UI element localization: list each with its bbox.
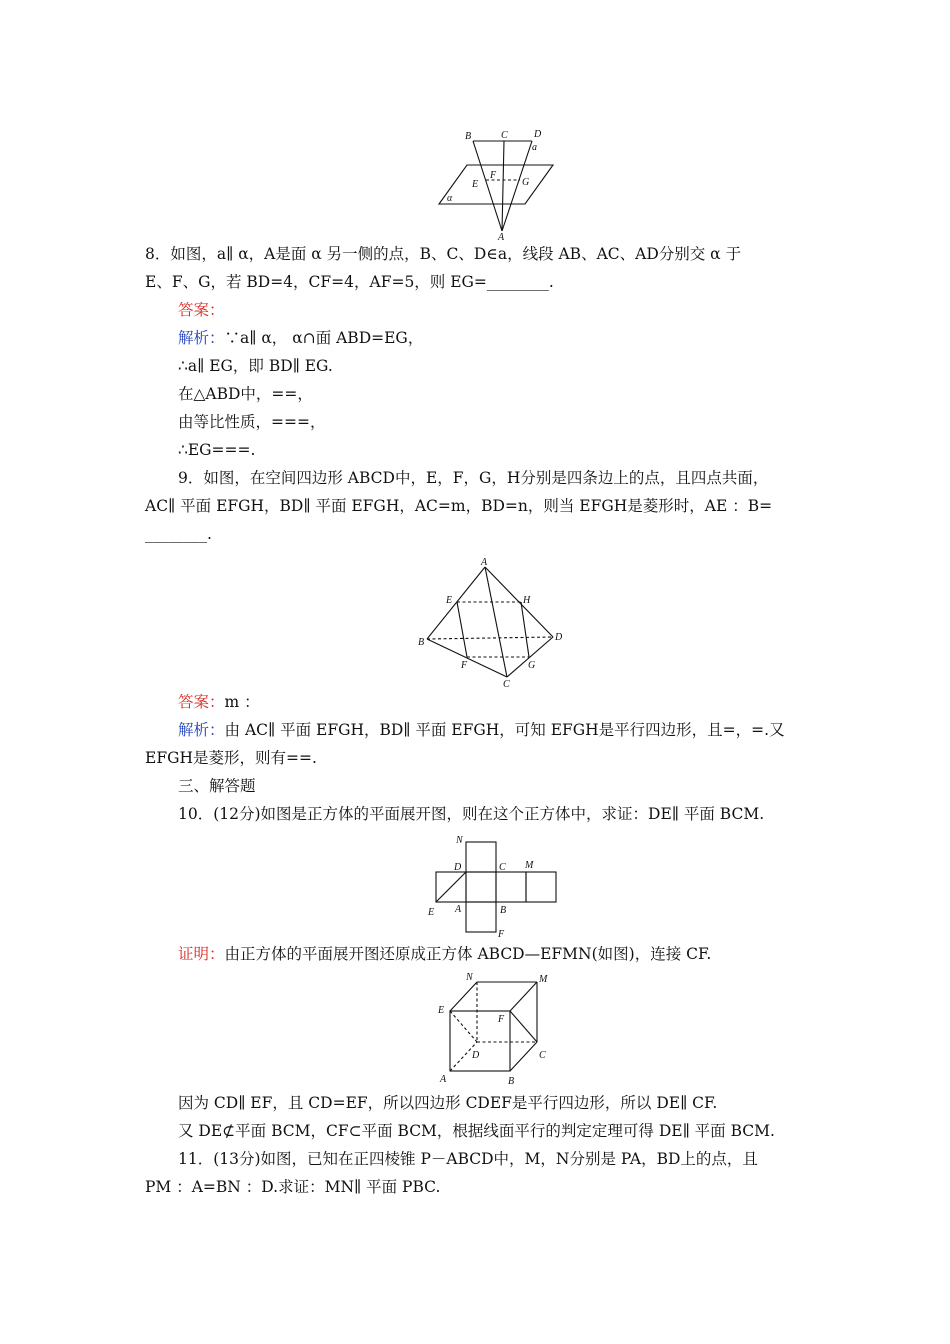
q8-analysis5: ∴EG===. bbox=[178, 441, 256, 459]
q9-analysis1: 由 AC∥ 平面 EFGH，BD∥ 平面 EFGH，可知 EFGH是平行四边形，且=，=.又 bbox=[224, 721, 785, 739]
label-alpha: α bbox=[447, 193, 453, 204]
label-G: G bbox=[528, 660, 536, 671]
label-C: C bbox=[499, 862, 506, 873]
label-M: M bbox=[539, 974, 548, 985]
q8-analysis4: 由等比性质，===， bbox=[178, 413, 326, 431]
q10-proof1: 由正方体的平面展开图还原成正方体 ABCD—EFMN(如图)，连接 CF. bbox=[224, 945, 712, 963]
label-M: M bbox=[525, 860, 534, 871]
q9-line1: 9．如图，在空间四边形 ABCD中，E，F，G，H分别是四条边上的点，且四点共面， bbox=[178, 469, 769, 487]
label-C: C bbox=[501, 130, 508, 141]
q10-proof-label: 证明： bbox=[178, 945, 225, 963]
label-B: B bbox=[418, 637, 425, 648]
label-N: N bbox=[466, 972, 473, 983]
label-A: A bbox=[455, 904, 462, 915]
label-D: D bbox=[534, 129, 542, 140]
section-3-heading: 三、解答题 bbox=[178, 777, 256, 795]
label-B: B bbox=[465, 131, 472, 142]
q8-analysis1: ∵a∥ α， α∩面 ABD=EG， bbox=[224, 329, 424, 347]
label-B: B bbox=[508, 1076, 515, 1087]
figure-q9 bbox=[415, 555, 575, 690]
label-D: D bbox=[472, 1050, 480, 1061]
q9-line2: AC∥ 平面 EFGH，BD∥ 平面 EFGH，AC=m，BD=n，则当 EFGH是菱形时，AE ：B= bbox=[145, 497, 773, 515]
q10-line1: 10．(12分)如图是正方体的平面展开图，则在这个正方体中，求证：DE∥ 平面 BCM. bbox=[178, 805, 765, 823]
q8-analysis2: ∴a∥ EG，即 BD∥ EG. bbox=[178, 357, 333, 375]
figure-q8 bbox=[435, 125, 555, 240]
label-D: D bbox=[454, 862, 462, 873]
q11-line1: 11．(13分)如图，已知在正四棱锥 P－ABCD中，M，N分别是 PA，BD上的点，且 bbox=[178, 1150, 758, 1168]
label-A: A bbox=[498, 232, 505, 240]
q10-proof3: 又 DE⊄平面 BCM，CF⊂平面 BCM，根据线面平行的判定定理可得 DE∥ 平面 BCM. bbox=[178, 1122, 775, 1140]
label-C: C bbox=[503, 679, 510, 690]
label-F: F bbox=[498, 929, 505, 940]
label-E: E bbox=[446, 595, 453, 606]
label-A: A bbox=[440, 1074, 447, 1085]
q9-analysis2: EFGH是菱形，则有==. bbox=[145, 749, 317, 767]
label-A: A bbox=[481, 557, 488, 568]
label-F: F bbox=[498, 1014, 505, 1025]
label-a: a bbox=[532, 142, 537, 153]
figure-q10-net bbox=[422, 830, 562, 942]
q9-answer-label: 答案： bbox=[178, 693, 225, 711]
q8-line2: E、F、G，若 BD=4，CF=4，AF=5，则 EG=________. bbox=[145, 273, 554, 291]
q8-line1: 8．如图，a∥ α，A是面 α 另一侧的点，B、C、D∈a，线段 AB、AC、AD分别交 α 于 bbox=[145, 245, 742, 263]
q8-answer-label: 答案： bbox=[178, 301, 225, 319]
label-F: F bbox=[461, 660, 468, 671]
label-E: E bbox=[428, 907, 435, 918]
label-D: D bbox=[555, 632, 563, 643]
label-B: B bbox=[500, 905, 507, 916]
q10-proof2: 因为 CD∥ EF，且 CD=EF，所以四边形 CDEF是平行四边形，所以 DE∥ CF. bbox=[178, 1094, 718, 1112]
label-F: F bbox=[490, 170, 497, 181]
label-E: E bbox=[472, 179, 479, 190]
q9-line3: ________. bbox=[145, 525, 212, 543]
figure-q10-cube bbox=[432, 968, 557, 1088]
label-E: E bbox=[438, 1005, 445, 1016]
label-C: C bbox=[539, 1050, 546, 1061]
label-H: H bbox=[523, 595, 531, 606]
q8-analysis3: 在△ABD中，==， bbox=[178, 385, 313, 403]
label-G: G bbox=[522, 177, 530, 188]
label-N: N bbox=[456, 835, 463, 846]
q8-analysis-label: 解析： bbox=[178, 329, 225, 347]
q9-answer-value: m ： bbox=[224, 693, 260, 711]
q11-line2: PM ：A=BN ：D.求证：MN∥ 平面 PBC. bbox=[145, 1178, 441, 1196]
q9-analysis-label: 解析： bbox=[178, 721, 225, 739]
